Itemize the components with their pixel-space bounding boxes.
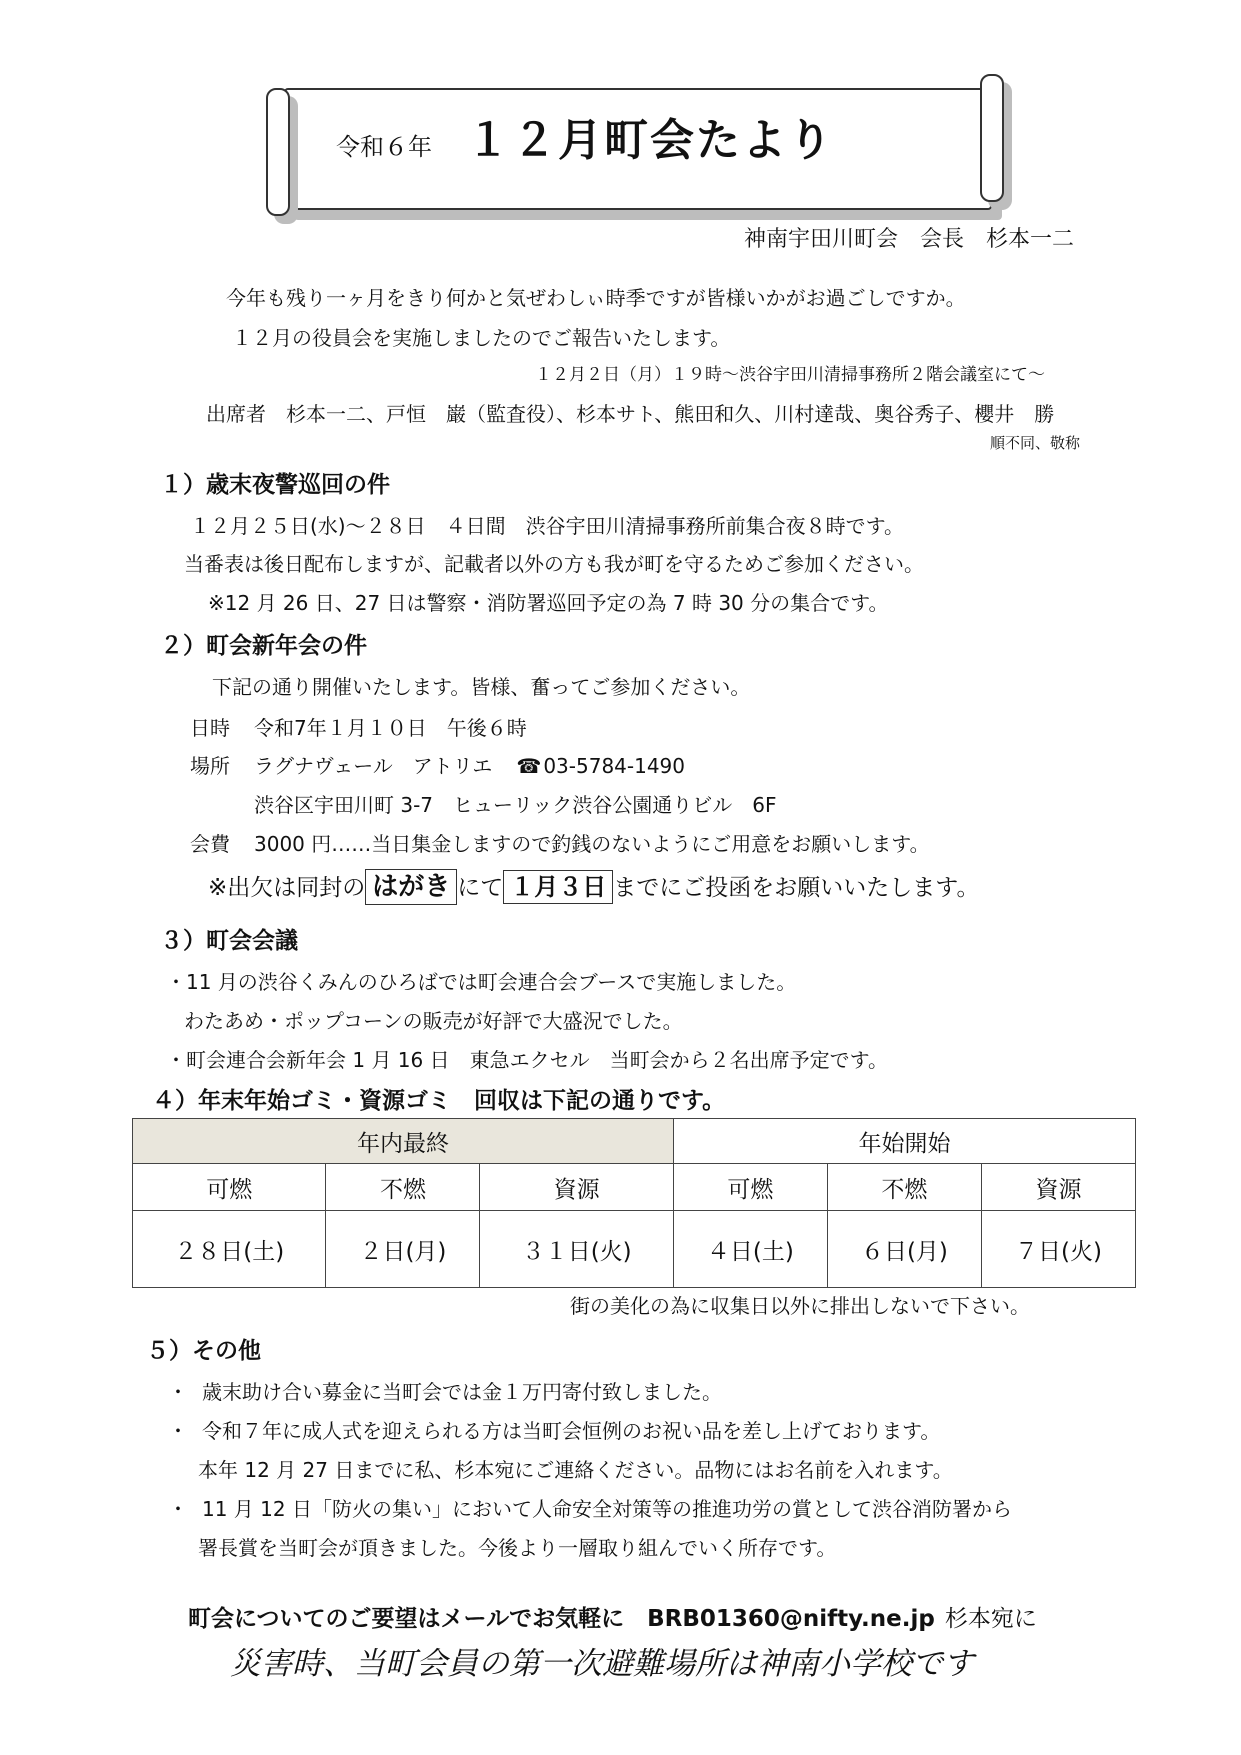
intro-line-2: １２月の役員会を実施しましたのでご報告いたします。 (232, 326, 731, 350)
event-date-row (190, 712, 527, 741)
event-fee-row (190, 828, 930, 857)
section-3-heading: ３）町会会議 (160, 928, 298, 954)
list-item (168, 1415, 940, 1444)
phone-icon: ☎ (516, 754, 542, 778)
event-place-value: ラグナヴェール アトリエ (254, 754, 493, 778)
event-fee-value: 3000 円……当日集金しますので釣銭のないようにご用意をお願いします。 (254, 832, 930, 856)
disaster-notice: 災害時、当町会員の第一次避難場所は神南小学校です (230, 1646, 974, 1682)
date-cell: ３１日(火) (480, 1211, 673, 1288)
rsvp-postcard: はがき (365, 869, 457, 905)
page-title: １２月町会たより (466, 115, 834, 166)
column-header: 不燃 (326, 1164, 480, 1211)
column-header: 資源 (981, 1164, 1135, 1211)
section-1-line-2: 当番表は後日配布しますが、記載者以外の方も我が町を守るためご参加ください。 (184, 552, 924, 576)
section-2-heading: ２）町会新年会の件 (160, 633, 367, 659)
date-cell: ２日(月) (326, 1211, 480, 1288)
column-header: 資源 (480, 1164, 673, 1211)
rsvp-pre: ※出欠は同封の (208, 875, 366, 901)
rsvp-post: までにご投函をお願いいたします。 (613, 875, 980, 901)
list-item (168, 1493, 1012, 1522)
intro-line-1: 今年も残り一ヶ月をきり何かと気ぜわしぃ時季ですが皆様いかがお過ごしですか。 (226, 286, 966, 310)
meeting-info: １２月２日（月）１９時～渋谷宇田川清掃事務所２階会議室にて～ (535, 365, 1045, 385)
event-address: 渋谷区宇田川町 3-7 ヒューリック渋谷公園通りビル 6F (254, 793, 777, 817)
scroll-right-roll (980, 74, 1004, 202)
bullet: ・ (168, 1380, 188, 1404)
section-5-heading: ５）その他 (146, 1338, 261, 1364)
list-item (168, 1376, 722, 1405)
other-item-3a: 11 月 12 日「防火の集い」において人命安全対策等の推進功労の賞として渋谷消防署から (202, 1497, 1012, 1521)
attendees: 出席者 杉本一二、戸恒 巌（監査役）、杉本サト、熊田和久、川村達哉、奥谷秀子、櫻井 勝 (206, 402, 1055, 426)
bullet: ・ (168, 1497, 188, 1521)
other-item-2a: 令和７年に成人式を迎えられる方は当町会恒例のお祝い品を差し上げております。 (202, 1419, 941, 1443)
date-cell: ６日(月) (827, 1211, 981, 1288)
section-1-heading: １）歳末夜警巡回の件 (160, 472, 390, 498)
contact-to: 杉本宛に (944, 1606, 1037, 1632)
event-place-label: 場所 (190, 754, 230, 778)
date-cell: ４日(土) (673, 1211, 827, 1288)
contact-line (188, 1600, 1037, 1633)
date-cell: ２８日(土) (133, 1211, 326, 1288)
section-3-line-2: わたあめ・ポップコーンの販売が好評で大盛況でした。 (184, 1009, 683, 1033)
date-cell: ７日(火) (981, 1211, 1135, 1288)
column-header: 不燃 (827, 1164, 981, 1211)
era-label: 令和６年 (336, 133, 432, 161)
group-year-end: 年内最終 (133, 1119, 674, 1164)
table-note: 街の美化の為に収集日以外に排出しないで下さい。 (570, 1294, 1030, 1318)
rsvp-deadline: １月３日 (503, 870, 613, 904)
event-date-label: 日時 (190, 716, 230, 740)
group-new-year: 年始開始 (673, 1119, 1135, 1164)
bullet: ・ (168, 1419, 188, 1443)
rsvp-line (208, 866, 979, 903)
other-item-2b: 本年 12 月 27 日までに私、杉本宛にご連絡ください。品物にはお名前を入れます。 (198, 1458, 953, 1482)
attendees-note: 順不同、敬称 (990, 434, 1081, 452)
column-header: 可燃 (673, 1164, 827, 1211)
garbage-schedule-table (132, 1118, 1136, 1288)
other-item-3b: 署長賞を当町会が頂きました。今後より一層取り組んでいく所存です。 (198, 1536, 837, 1560)
event-date-value: 令和7年１月１０日 午後６時 (254, 716, 527, 740)
section-3-line-3: ・町会連合会新年会 1 月 16 日 東急エクセル 当町会から２名出席予定です。 (166, 1048, 889, 1072)
section-3-line-1: ・11 月の渋谷くみんのひろばでは町会連合会ブースで実施しました。 (166, 970, 797, 994)
column-header: 可燃 (133, 1164, 326, 1211)
event-place-row (190, 750, 685, 779)
author: 神南宇田川町会 会長 杉本一二 (744, 227, 1075, 252)
rsvp-mid: にて (457, 875, 504, 901)
event-phone: 03-5784-1490 (543, 754, 686, 778)
section-2-intro: 下記の通り開催いたします。皆様、奮ってご参加ください。 (212, 675, 751, 699)
other-item-1: 歳末助け合い募金に当町会では金１万円寄付致しました。 (202, 1380, 722, 1404)
event-fee-label: 会費 (190, 832, 230, 856)
title-banner (266, 74, 1016, 234)
section-4-heading: ４）年末年始ゴミ・資源ゴミ 回収は下記の通りです。 (152, 1088, 726, 1114)
title-row (336, 104, 834, 168)
section-1-line-1: １２月２５日(水)～２８日 ４日間 渋谷宇田川清掃事務所前集合夜８時です。 (190, 514, 905, 538)
contact-text: 町会についてのご要望はメールでお気軽に BRB01360@nifty.ne.jp (188, 1606, 935, 1632)
section-1-line-3: ※12 月 26 日、27 日は警察・消防署巡回予定の為 7 時 30 分の集合です。 (208, 591, 889, 615)
scroll-left-roll (266, 88, 290, 216)
